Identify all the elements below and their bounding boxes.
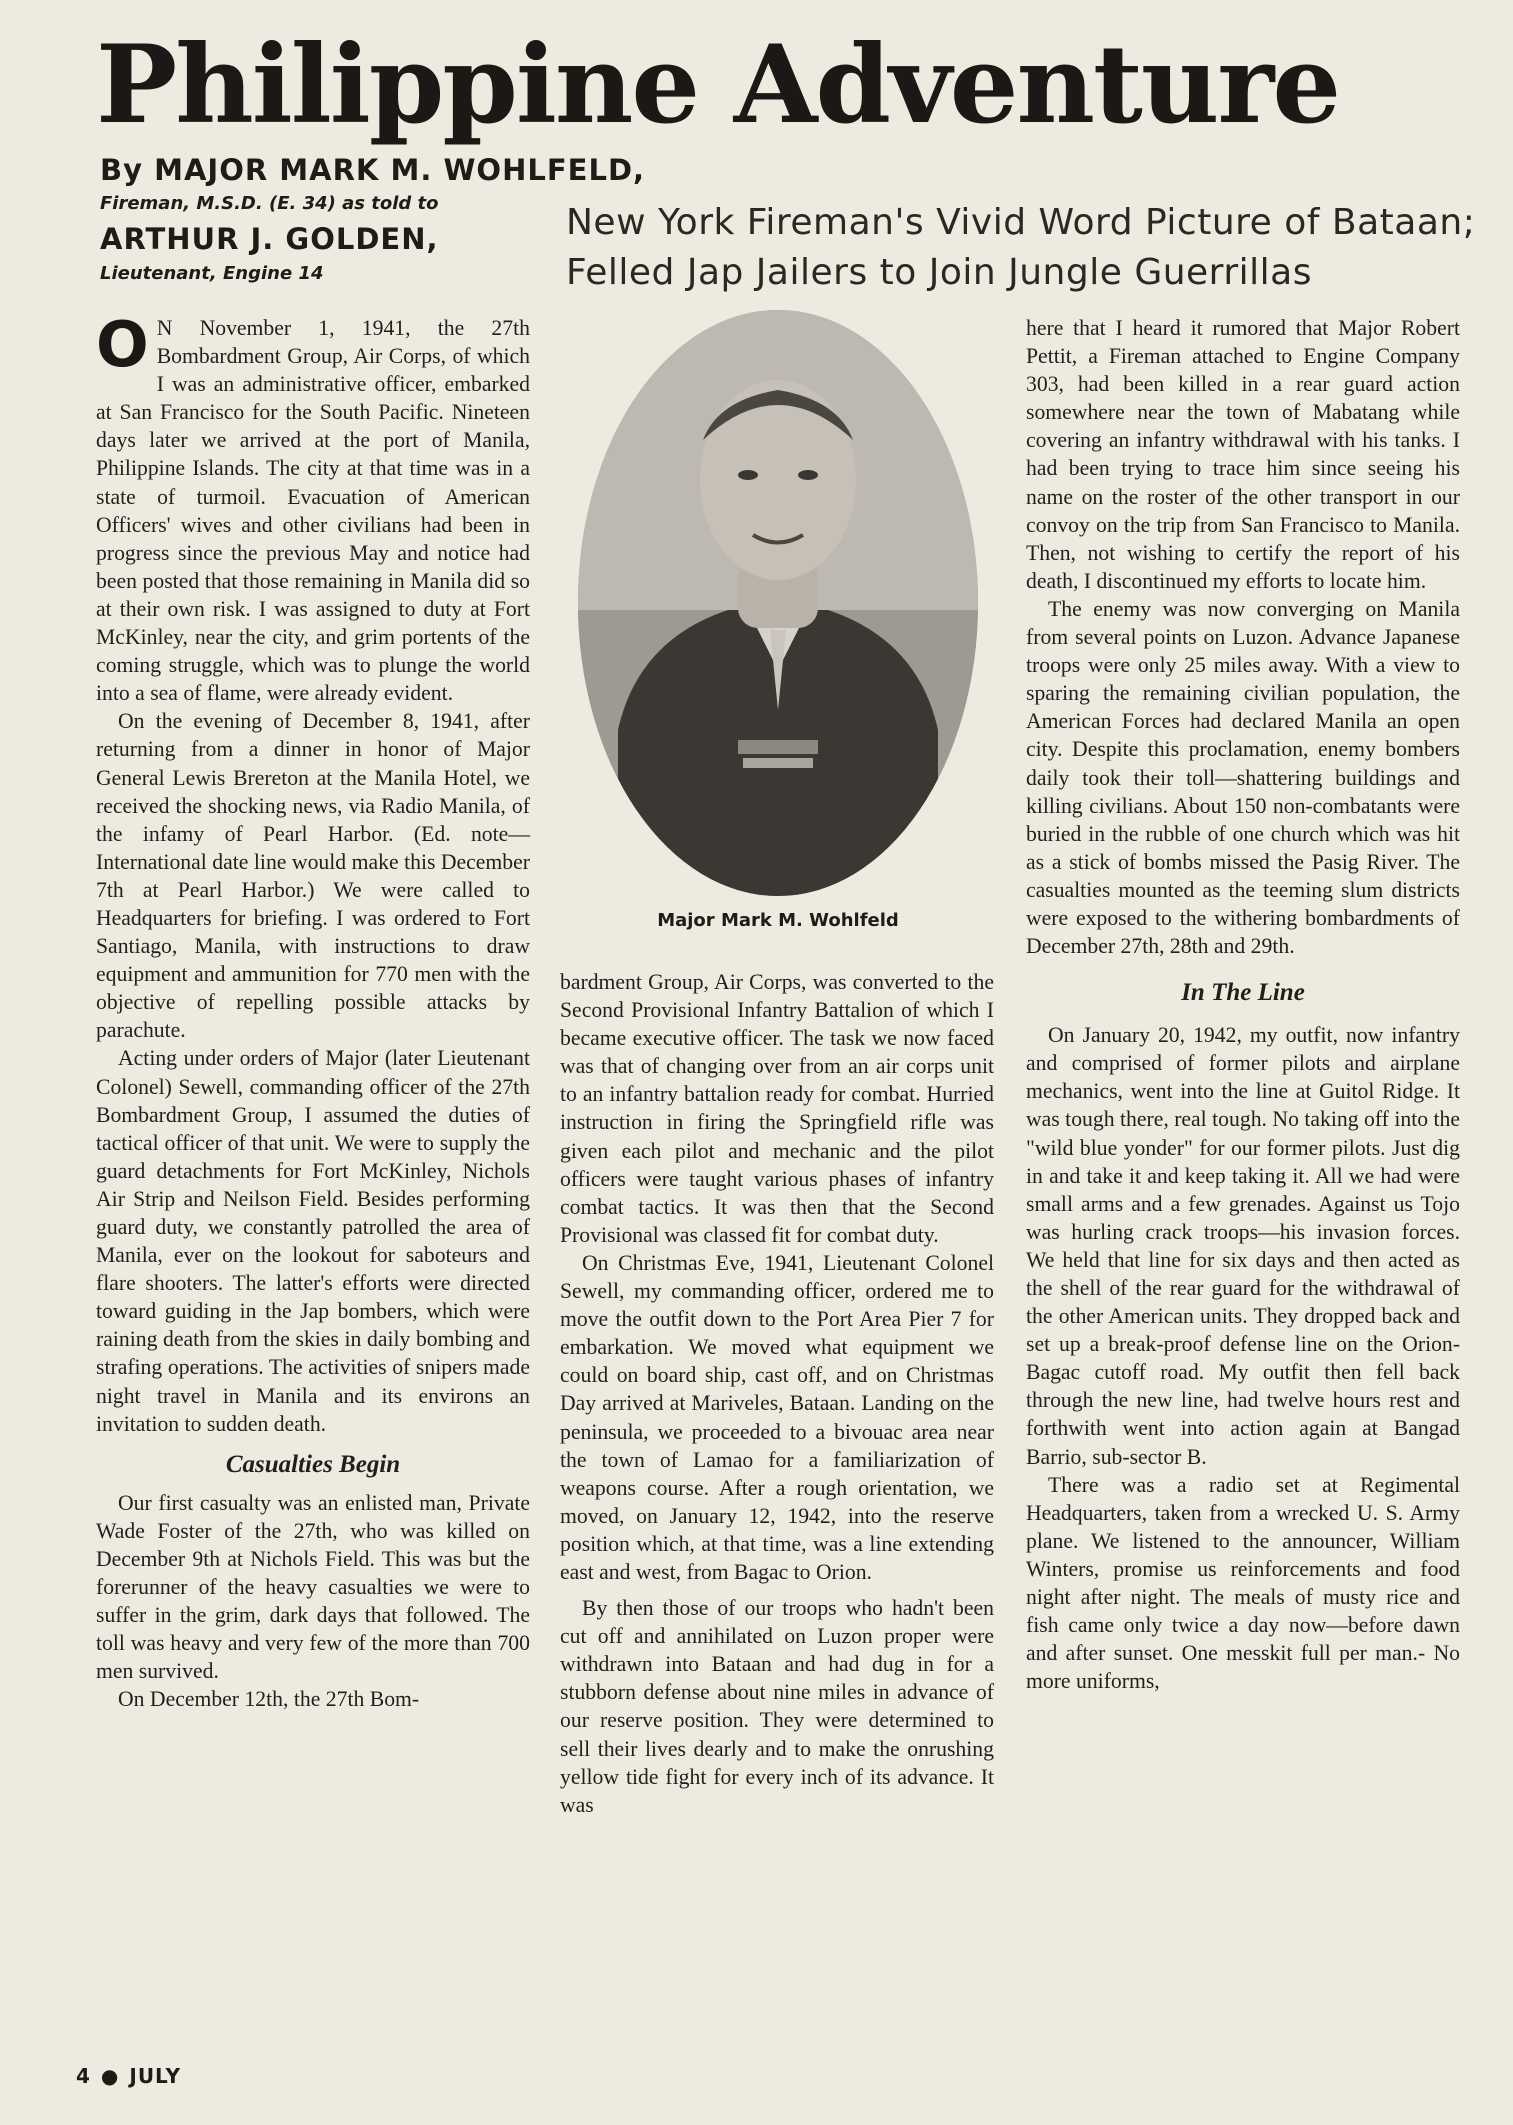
paragraph: Our first casualty was an enlisted man, Private Wade Foster of the 27th, who was killed on December 9th at Nichols Field. This was but the forerunner of the heavy casualties we were to suffer in the grim, dark days that followed. The toll was heavy and very few of the more than 700 men survived.	[96, 1490, 530, 1684]
paragraph: On the evening of December 8, 1941, after returning from a dinner in honor of Major General Lewis Brereton at the Manila Hotel, we received the shocking news, via Radio Manila, of the infamy of Pearl Harbor. (Ed. note—International date line would make this December 7th at Pearl Harbor.) We were called to Headquarters for briefing. I was ordered to Fort Santiago, Manila, with instructions to draw equipment and ammunition for 770 men with the objective of repelling possible attacks by parachute.	[96, 709, 530, 1043]
issue-month: JULY	[129, 2064, 182, 2088]
coauthor-role: Lieutenant, Engine 14	[100, 263, 324, 284]
section-heading: Casualties Begin	[225, 1450, 401, 1478]
coauthor-name: ARTHUR J. GOLDEN,	[100, 222, 439, 256]
drop-cap: O	[96, 308, 149, 381]
article-subtitle	[566, 198, 1476, 298]
portrait-photo	[578, 310, 978, 900]
text-column-3	[1026, 314, 1460, 1695]
paragraph: here that I heard it rumored that Major Robert Pettit, a Fireman attached to Engine Company 303, had been killed in a rear guard action somewhere near the town of Mabatang while covering an infantry withdrawal with his tanks. I had been trying to trace him since seeing his name on the roster of the other transport in our convoy on the trip from San Francisco to Manila. Then, not wishing to certify the report of his death, I discontinued my efforts to locate him.	[1026, 316, 1460, 593]
subtitle-line: New York Fireman's Vivid Word Picture of Bataan;	[566, 202, 1476, 243]
photo-caption: Major Mark M. Wohlfeld	[657, 910, 899, 931]
byline-block	[100, 150, 646, 288]
page-footer	[76, 2064, 181, 2088]
text-column-2	[560, 968, 994, 1819]
bullet-icon: ●	[100, 2064, 120, 2088]
paragraph: By then those of our troops who hadn't been cut off and annihilated on Luzon proper were withdrawn into Bataan and had dug in for a stubborn defense about nine miles in advance of our reserve position. They were determined to sell their lives dearly and to make the onrushing yellow tide fight for every inch of its advance. It was	[560, 1596, 994, 1817]
portrait-illustration	[578, 310, 978, 896]
paragraph-text: N November 1, 1941, the 27th Bombardment Group, Air Corps, of which I was an administrative officer, embarked at San Francisco for the South Pacific. Nineteen days later we arrived at the port of Manila, Philippine Islands. The city at that time was in a state of turmoil. Evacuation of American Officers' wives and other civilians had been in progress since the previous May and notice had been posted that those remaining in Manila did so at their own risk. I was assigned to duty at Fort McKinley, near the city, and grim portents of the coming struggle, which was to plunge the world into a sea of flame, were already evident.	[96, 316, 530, 706]
paragraph: On December 12th, the 27th Bom-	[118, 1687, 420, 1712]
paragraph: Acting under orders of Major (later Lieutenant Colonel) Sewell, commanding officer of the 27th Bombardment Group, I assumed the duties of tactical officer of that unit. We were to supply the guard detachments for Fort McKinley, Nichols Air Strip and Neilson Field. Besides performing guard duty, we constantly patrolled the area of Manila, ever on the lookout for saboteurs and flare shooters. The latter's efforts were directed toward guiding in the Jap bombers, which were raining death from the skies in daily bombing and strafing operations. The activities of snipers made night travel in Manila and its environs an invitation to sudden death.	[96, 1046, 530, 1436]
paragraph: bardment Group, Air Corps, was converted to the Second Provisional Infantry Battalion of which I became executive officer. The task we now faced was that of changing over from an air corps unit to an infantry battalion ready for combat. Hurried instruction in firing the Springfield rifle was given each pilot and mechanic and the pilot officers were taught various phases of infantry combat tactics. It was then that the Second Provisional was classed fit for combat duty.	[560, 970, 994, 1247]
page-number: 4	[76, 2064, 91, 2088]
text-column-1	[96, 308, 530, 1714]
portrait-oval-frame	[578, 310, 978, 896]
paragraph	[96, 308, 530, 707]
paragraph: On Christmas Eve, 1941, Lieutenant Colonel Sewell, my commanding officer, ordered me to move the outfit down to the Port Area Pier 7 for embarkation. We moved what equipment we could on board ship, cast off, and on Christmas Day arrived at Mariveles, Bataan. Landing on the peninsula, we proceeded to a bivouac area near the town of Lamao for a familiarization of weapons course. After a rough orientation, we moved, on January 12, 1942, into the reserve position which, at that time, was a line extending east and west, from Bagac to Orion.	[560, 1250, 994, 1584]
author-byline: By MAJOR MARK M. WOHLFELD,	[100, 153, 646, 187]
author-role: Fireman, M.S.D. (E. 34) as told to	[100, 193, 439, 214]
paragraph: There was a radio set at Regimental Headquarters, taken from a wrecked U. S. Army plane. We listened to the announcer, William Winters, promise us reinforcements and food night after night. The meals of musty rice and fish came only twice a day now—before dawn and after sunset. One messkit full per man.- No more uniforms,	[1026, 1472, 1460, 1694]
subtitle-line: Felled Jap Jailers to Join Jungle Guerrillas	[566, 252, 1312, 293]
section-heading: In The Line	[1181, 979, 1305, 1007]
paragraph: The enemy was now converging on Manila from several points on Luzon. Advance Japanese troops were only 25 miles away. With a view to sparing the remaining civilian population, the American Forces had declared Manila an open city. Despite this proclamation, enemy bombers daily took their toll—shattering buildings and killing civilians. About 150 non-combatants were buried in the rubble of one church which was hit as a stick of bombs missed the Pasig River. The casualties mounted as the teeming slum districts were exposed to the withering bombardments of December 27th, 28th and 29th.	[1026, 596, 1460, 959]
paragraph: On January 20, 1942, my outfit, now infantry and comprised of former pilots and airplane mechanics, went into the line at Guitol Ridge. It was tough there, real tough. No taking off into the "wild blue yonder" for our former pilots. Just dig in and take it and keep taking it. All we had were small arms and a few grenades. Against us Tojo was hurling crack troops—his invasion forces. We held that line for six days and then acted as the shell of the rear guard for the withdrawal of the other American units. They dropped back and set up a break-proof defense line on the Orion-Bagac cutoff road. My outfit then fell back through the new line, had twelve hours rest and forthwith went into action again at Bangad Barrio, sub-sector B.	[1026, 1023, 1460, 1469]
article-title: Philippine Adventure	[96, 22, 1340, 148]
